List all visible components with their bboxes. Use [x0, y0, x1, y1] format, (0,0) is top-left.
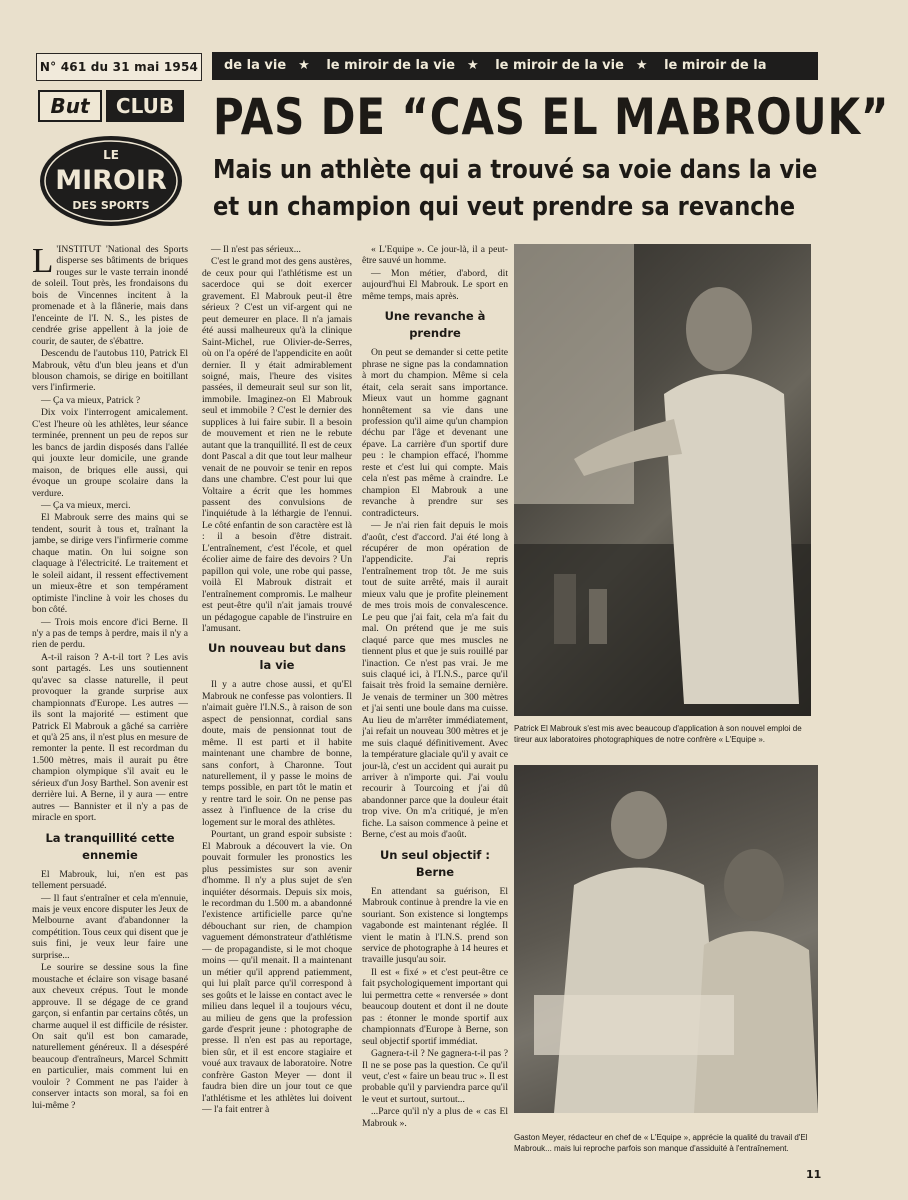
paragraph: — Il n'est pas sérieux... — [211, 244, 301, 255]
star-icon: ★ — [467, 58, 479, 73]
banner-segment: le miroir de la vie — [326, 58, 456, 73]
logo-le: LE — [103, 148, 119, 162]
but-club-logo — [38, 90, 184, 122]
paragraph: C'est le grand mot des gens austères, de ceux pour qui l'athlétisme est un sacerdoce qui se doit exercer gravement. El Mabrouk peut-il être sérieux ? C'est un vif-argent qui ne peut demeurer en place. Il n'a jamais été aussi malheureux qu'à la clinique Saint-Michel, rue Olivier-de-Serres, où on l'a opéré de l'appendicite en août dernier. Il y était admirablement soigné, mais, l'heure des visites passées, il demeurait seul sur son lit, immobile. Imaginez-on El Mabrouk seul et immobile ? C'est le dernier des supplices à lui faire subir. Il a besoin de mouvement et rien ne le rebute autant que la tranquillité. Il est de ceux dont Pascal a dit que tout leur malheur venait de ne pouvoir se tenir en repos dans une chambre. C'est pour lui que Voltaire a écrit que les hommes passent des convulsions de l'inquiétude à la léthargie de l'ennui. Le côté enfantin de son caractère est là : il a besoin d'être distrait. L'entraînement, c'est l'école, et quel écolier aime de faire des devoirs ? Un papillon qui vole, une robe qui passe, voilà El Mabrouk distrait et l'entraînement compromis. Le malheur est peut-être qu'il n'ait jamais trouvé un pédagogue capable de l'instruire en l'amusant. — [202, 256, 352, 634]
article-subtitle: Mais un athlète qui a trouvé sa voie dans la vie et un champion qui veut prendre sa revanche — [213, 155, 818, 222]
section-heading: Un nouveau but dans la vie — [208, 641, 346, 673]
banner-segment: le miroir de la — [664, 58, 767, 73]
paragraph: ...Parce qu'il n'y a plus de « cas El Mabrouk ». — [362, 1106, 508, 1129]
article-title: PAS DE “CAS EL MABROUK” — [213, 88, 890, 146]
miroir-des-sports-logo — [38, 133, 184, 229]
paragraph: — Mon métier, d'abord, dit aujourd'hui El Mabrouk. Le sport en même temps, mais après. — [362, 267, 508, 302]
logo-miroir: MIROIR — [55, 165, 167, 196]
banner-segment: le miroir de la vie — [495, 58, 624, 73]
paragraph: El Mabrouk, lui, n'en est pas tellement persuadé. — [32, 868, 188, 892]
photo-darkroom — [514, 244, 811, 716]
issue-date: N° 461 du 31 mai 1954 — [36, 53, 202, 81]
banner-segment: de la vie — [224, 58, 287, 73]
photo-caption: Patrick El Mabrouk s'est mis avec beaucoup d'application à son nouvel emploi de tireur aux laboratoires photographiques de notre confrère « L'Equipe ». — [514, 724, 802, 744]
section-banner — [212, 52, 818, 80]
paragraph: Il y a autre chose aussi, et qu'El Mabrouk ne confesse pas volontiers. Il n'aimait guère l'I.N.S., à raison de son aspect de pensionnat, cordial sans doute, mais de pensionnat tout de même. Il est parti et il habite maintenant une chambre de bonne, sans confort, à Charonne. Tout naturellement, il y passe le moins de temps possible, en part tôt le matin et y rentre tard le soir. On ne pense pas assez à l'influence de la crise du logement sur le moral des athlètes. — [202, 679, 352, 828]
text-column-2 — [202, 244, 352, 1164]
section-heading: Un seul objectif : Berne — [379, 847, 491, 879]
text-column-1 — [32, 244, 188, 1164]
star-icon: ★ — [635, 58, 648, 73]
paragraph: — Ça va mieux, merci. — [41, 499, 131, 511]
logo-sports: DES SPORTS — [72, 199, 150, 212]
paragraph: Pourtant, un grand espoir subsiste : El Mabrouk a découvert la vie. On pouvait formuler les pronostics les plus pessimistes sur son avenir d'homme. Il n'y a plus sujet de s'en inquiéter désormais. Depuis six mois, le recordman du 1.500 m. a abandonné l'existence artificielle parce qu'ne débouchant sur rien, de champion vaguement démonstrateur d'athlétisme — de propagandiste, si le mot choque moins — qu'il menait. Il a maintenant un métier qu'il apprend patiemment, qui lui plaît parce qu'il correspond à ses goûts et le laisse en contact avec le milieu dans lequel il a toujours vécu, au milieu de gens que la profession garde d'esprit jeune : photographe de presse. Il n'en est pas au reportage, bien sûr, et il est encore stagiaire et voué aux travaux de laboratoire. Notre confrère Gaston Meyer — dont il faudra bien dire un jour tout ce que l'athlétisme et les athlètes lui doivent — l'a fait entrer à — [202, 829, 352, 1116]
paragraph: 'INSTITUT 'National des Sports disperse ses bâtiments de briques rouges sur le vaste terrain inondé de soleil. Tout près, les frondaisons du bois de Vincennes incitent à la promenade et à la flânerie, mais dans l'enceinte de l'I. N. S., les pistes de cendrée grise appellent à la joie de courir, de sauter, de s'ébattre. — [32, 244, 188, 347]
section-heading: Une revanche à prendre — [384, 309, 486, 341]
paragraph: — Ça va mieux, Patrick ? — [41, 394, 141, 406]
logo-club: CLUB — [106, 90, 184, 122]
paragraph: Le sourire se dessine sous la fine moustache et éclaire son visage basané aux cheveux crépus. Tout le monde approuve. Il se dégage de ce grand garçon, si enfantin par certains côtés, un charme auquel il est difficile de résister. On sait qu'il est bon camarade, naturellement généreux. Il a désespéré beaucoup d'entraîneurs, Marcel Schmitt en particulier, mais comment lui en vouloir ? Comment ne pas l'aider à conserver intacts son moral, sa foi en lui-même ? — [32, 962, 188, 1111]
paragraph: — Je n'ai rien fait depuis le mois d'août, c'est d'accord. J'ai été long à récupérer de mon opération de l'appendicite. J'ai repris l'entraînement trop tôt. Je me suis tout de suite arrêté, mais il aurait mieux valu que je profite pleinement de mes trois mois de convalescence. Le peu que j'ai fait, cela m'a fait du mal. On prétend que je me suis claqué parce que mes muscles ne tiennent plus et que je suis rouillé par l'inaction. Ce n'est pas vrai. Je me suis claqué ici, à l'I.N.S., parce qu'il faisait très froid la semaine dernière. Je venais de terminer un 300 mètres et j'ai senti une boule dans ma cuisse. Au lieu de m'arrêter immédiatement, j'ai refait un nouveau 300 mètres et je me suis claqué définitivement. Avec la température glaciale qu'il y avait ce jour-là, c'est un accident qui aurait pu arriver à n'importe qui. J'ai voulu recourir à Tourcoing et j'ai dû abandonner parce que la douleur était trop vive. On m'a critiqué, je m'en fiche. La saison commence à peine et Berne, c'est au mois d'août. — [362, 520, 508, 841]
paragraph: — Il faut s'entraîner et cela m'ennuie, mais je veux encore disputer les Jeux de Melbourne avant d'abandonner la compétition. Tous ceux qui disent que je suis fini, je veux leur faire une surprise... — [32, 892, 188, 961]
text-column-3 — [362, 244, 508, 1164]
logo-but: But — [38, 90, 102, 122]
paragraph: Gagnera-t-il ? Ne gagnera-t-il pas ? Il ne se pose pas la question. Ce qu'il veut, c'est « faire un beau truc ». Il est probable qu'il y parviendra parce qu'il le veut et surtout, surtout... — [362, 1048, 508, 1105]
paragraph: En attendant sa guérison, El Mabrouk continue à prendre la vie en souriant. Son existence si longtemps vagabonde est maintenant réglée. Il vient le matin à l'I.N.S. prend son service de photographe à 14 heures et travaille jusqu'au soir. — [362, 885, 508, 966]
paragraph: A-t-il raison ? A-t-il tort ? Les avis sont partagés. Les uns soutiennent qu'avec sa classe naturelle, il peut provoquer la grande surprise aux championnats d'Europe. Les autres — ils sont la majorité — estiment que Patrick El Mabrouk a gâché sa carrière et qu'à 25 ans, il n'est plus en mesure de remonter la pente. Il est recordman du 1.500 mètres, mais il aurait pu être champion olympique s'il avait eu le sérieux d'un Josy Barthel. Son avenir est derrière lui. A Berne, il y aura — entre autres — Bannister et il n'y a pas de miracle en sport. — [32, 651, 188, 824]
star-icon: ★ — [298, 58, 310, 73]
paragraph: El Mabrouk serre des mains qui se tendent, sourit à tous et, traînant la jambe, se dirige vers l'infirmerie comme chaque matin. On lui soigne son claquage à l'électricité. Le traitement et le soleil aidant, il ressent effectivement un mieux-être et son tempérament optimiste l'incline à voir les choses du bon côté. — [32, 512, 188, 616]
page-number: 11 — [806, 1168, 822, 1181]
paragraph: Il est « fixé » et c'est peut-être ce fait psychologiquement important qui lui permettra cette « renversée » dont beaucoup doutent et dont il ne doute pas : étonner le monde sportif aux championnats d'Europe à Berne, son seul objectif sportif immédiat. — [362, 966, 508, 1047]
paragraph: On peut se demander si cette petite phrase ne signe pas la condamnation à mort du champion. Même si cela était, cela serait sans importance. Mieux vaut un homme gagnant honnêtement sa vie dans une profession qu'il aime qu'un champion déchu par l'âge et devenant une épave. La carrière d'un sportif dure peu : le champion effacé, l'homme reste et c'est lui qui compte. Mais cela n'est pas même à craindre. Le champion El Mabrouk a une revanche à prendre sur ses contradicteurs. — [362, 347, 508, 519]
photo-review — [514, 765, 818, 1113]
paragraph: Descendu de l'autobus 110, Patrick El Mabrouk, vêtu d'un bleu jeans et d'un blouson chamois, se dirige en boitillant vers l'infirmerie. — [32, 348, 188, 394]
drop-cap: L — [32, 244, 54, 280]
paragraph: « L'Equipe ». Ce jour-là, il a peut-être sauvé un homme. — [362, 244, 508, 267]
paragraph: — Trois mois encore d'ici Berne. Il n'y a pas de temps à perdre, mais il n'y a rien de perdu. — [32, 616, 188, 651]
section-heading: La tranquillité cette ennemie — [45, 830, 175, 862]
photo-caption: Gaston Meyer, rédacteur en chef de « L'Equipe », apprécie la qualité du travail d'El Mabrouk... mais lui reproche parfois son manque d'assiduité à l'entraînement. — [514, 1133, 808, 1153]
paragraph: Dix voix l'interrogent amicalement. C'est l'heure où les athlètes, leur séance terminée, prennent un peu de repos sur les bancs de jardin disposés dans l'allée qui jouxte leur domicile, une grande maison, de briques elle aussi, qui évoque un groupe scolaire dans la verdure. — [32, 407, 188, 499]
